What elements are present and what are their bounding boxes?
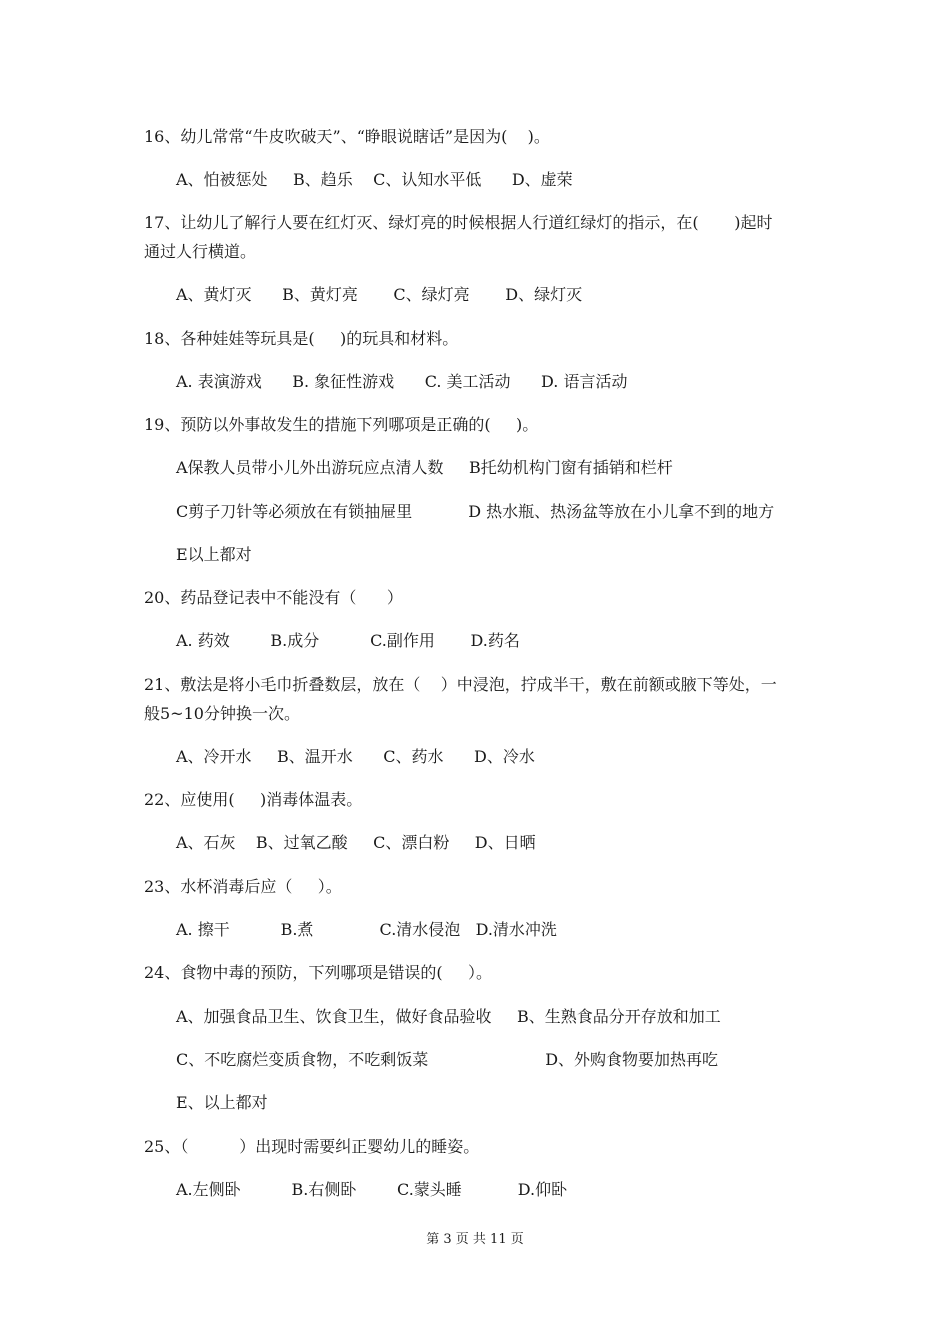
question-19-options-cd: C剪子刀针等必须放在有锁抽屉里 D 热水瓶、热汤盆等放在小儿拿不到的地方 [176,502,775,521]
question-23-text: 23、水杯消毒后应（ ）。 [144,877,342,896]
question-17-options: A、黄灯灭 B、黄灯亮 C、绿灯亮 D、绿灯灭 [176,285,583,304]
question-22-text: 22、应使用( )消毒体温表。 [144,790,363,809]
page-number-footer: 第 3 页 共 11 页 [426,1232,524,1247]
question-24-text: 24、食物中毒的预防，下列哪项是错误的( ）。 [144,963,493,982]
question-21-text-cont: 般5~10分钟换一次。 [144,704,300,723]
question-16-options: A、怕被惩处 B、趋乐 C、认知水平低 D、虚荣 [176,170,573,189]
question-24-option-e: E、以上都对 [176,1093,268,1112]
question-22-options: A、石灰 B、过氧乙酸 C、漂白粉 D、日晒 [176,833,536,852]
question-17-text: 17、让幼儿了解行人要在红灯灭、绿灯亮的时候根据人行道红绿灯的指示，在( )起时 [144,213,773,232]
question-19-text: 19、预防以外事故发生的措施下列哪项是正确的( )。 [144,415,539,434]
question-21-text: 21、敷法是将小毛巾折叠数层，放在（ ）中浸泡，拧成半干，敷在前额或腋下等处，一 [144,675,777,694]
question-20-text: 20、药品登记表中不能没有（ ） [144,588,403,607]
question-24-options-cd: C、不吃腐烂变质食物，不吃剩饭菜 D、外购食物要加热再吃 [176,1050,719,1069]
question-18-options: A. 表演游戏 B. 象征性游戏 C. 美工活动 D. 语言活动 [176,372,628,391]
question-25-text: 25、（ ）出现时需要纠正婴幼儿的睡姿。 [144,1137,480,1156]
question-17-text-cont: 通过人行横道。 [144,242,257,261]
question-16-text: 16、幼儿常常“牛皮吹破天”、“睁眼说瞎话”是因为( )。 [144,127,550,146]
question-18-text: 18、各种娃娃等玩具是( )的玩具和材料。 [144,329,459,348]
question-25-options: A.左侧卧 B.右侧卧 C.蒙头睡 D.仰卧 [176,1180,568,1199]
question-21-options: A、冷开水 B、温开水 C、药水 D、冷水 [176,747,535,766]
question-20-options: A. 药效 B.成分 C.副作用 D.药名 [176,631,520,650]
question-24-options-ab: A、加强食品卫生、饮食卫生，做好食品验收 B、生熟食品分开存放和加工 [176,1007,721,1026]
question-19-options-ab: A保教人员带小儿外出游玩应点清人数 B托幼机构门窗有插销和栏杆 [176,458,673,477]
question-19-option-e: E以上都对 [176,545,252,564]
question-23-options: A. 擦干 B.煮 C.清水侵泡 D.清水冲洗 [176,920,557,939]
